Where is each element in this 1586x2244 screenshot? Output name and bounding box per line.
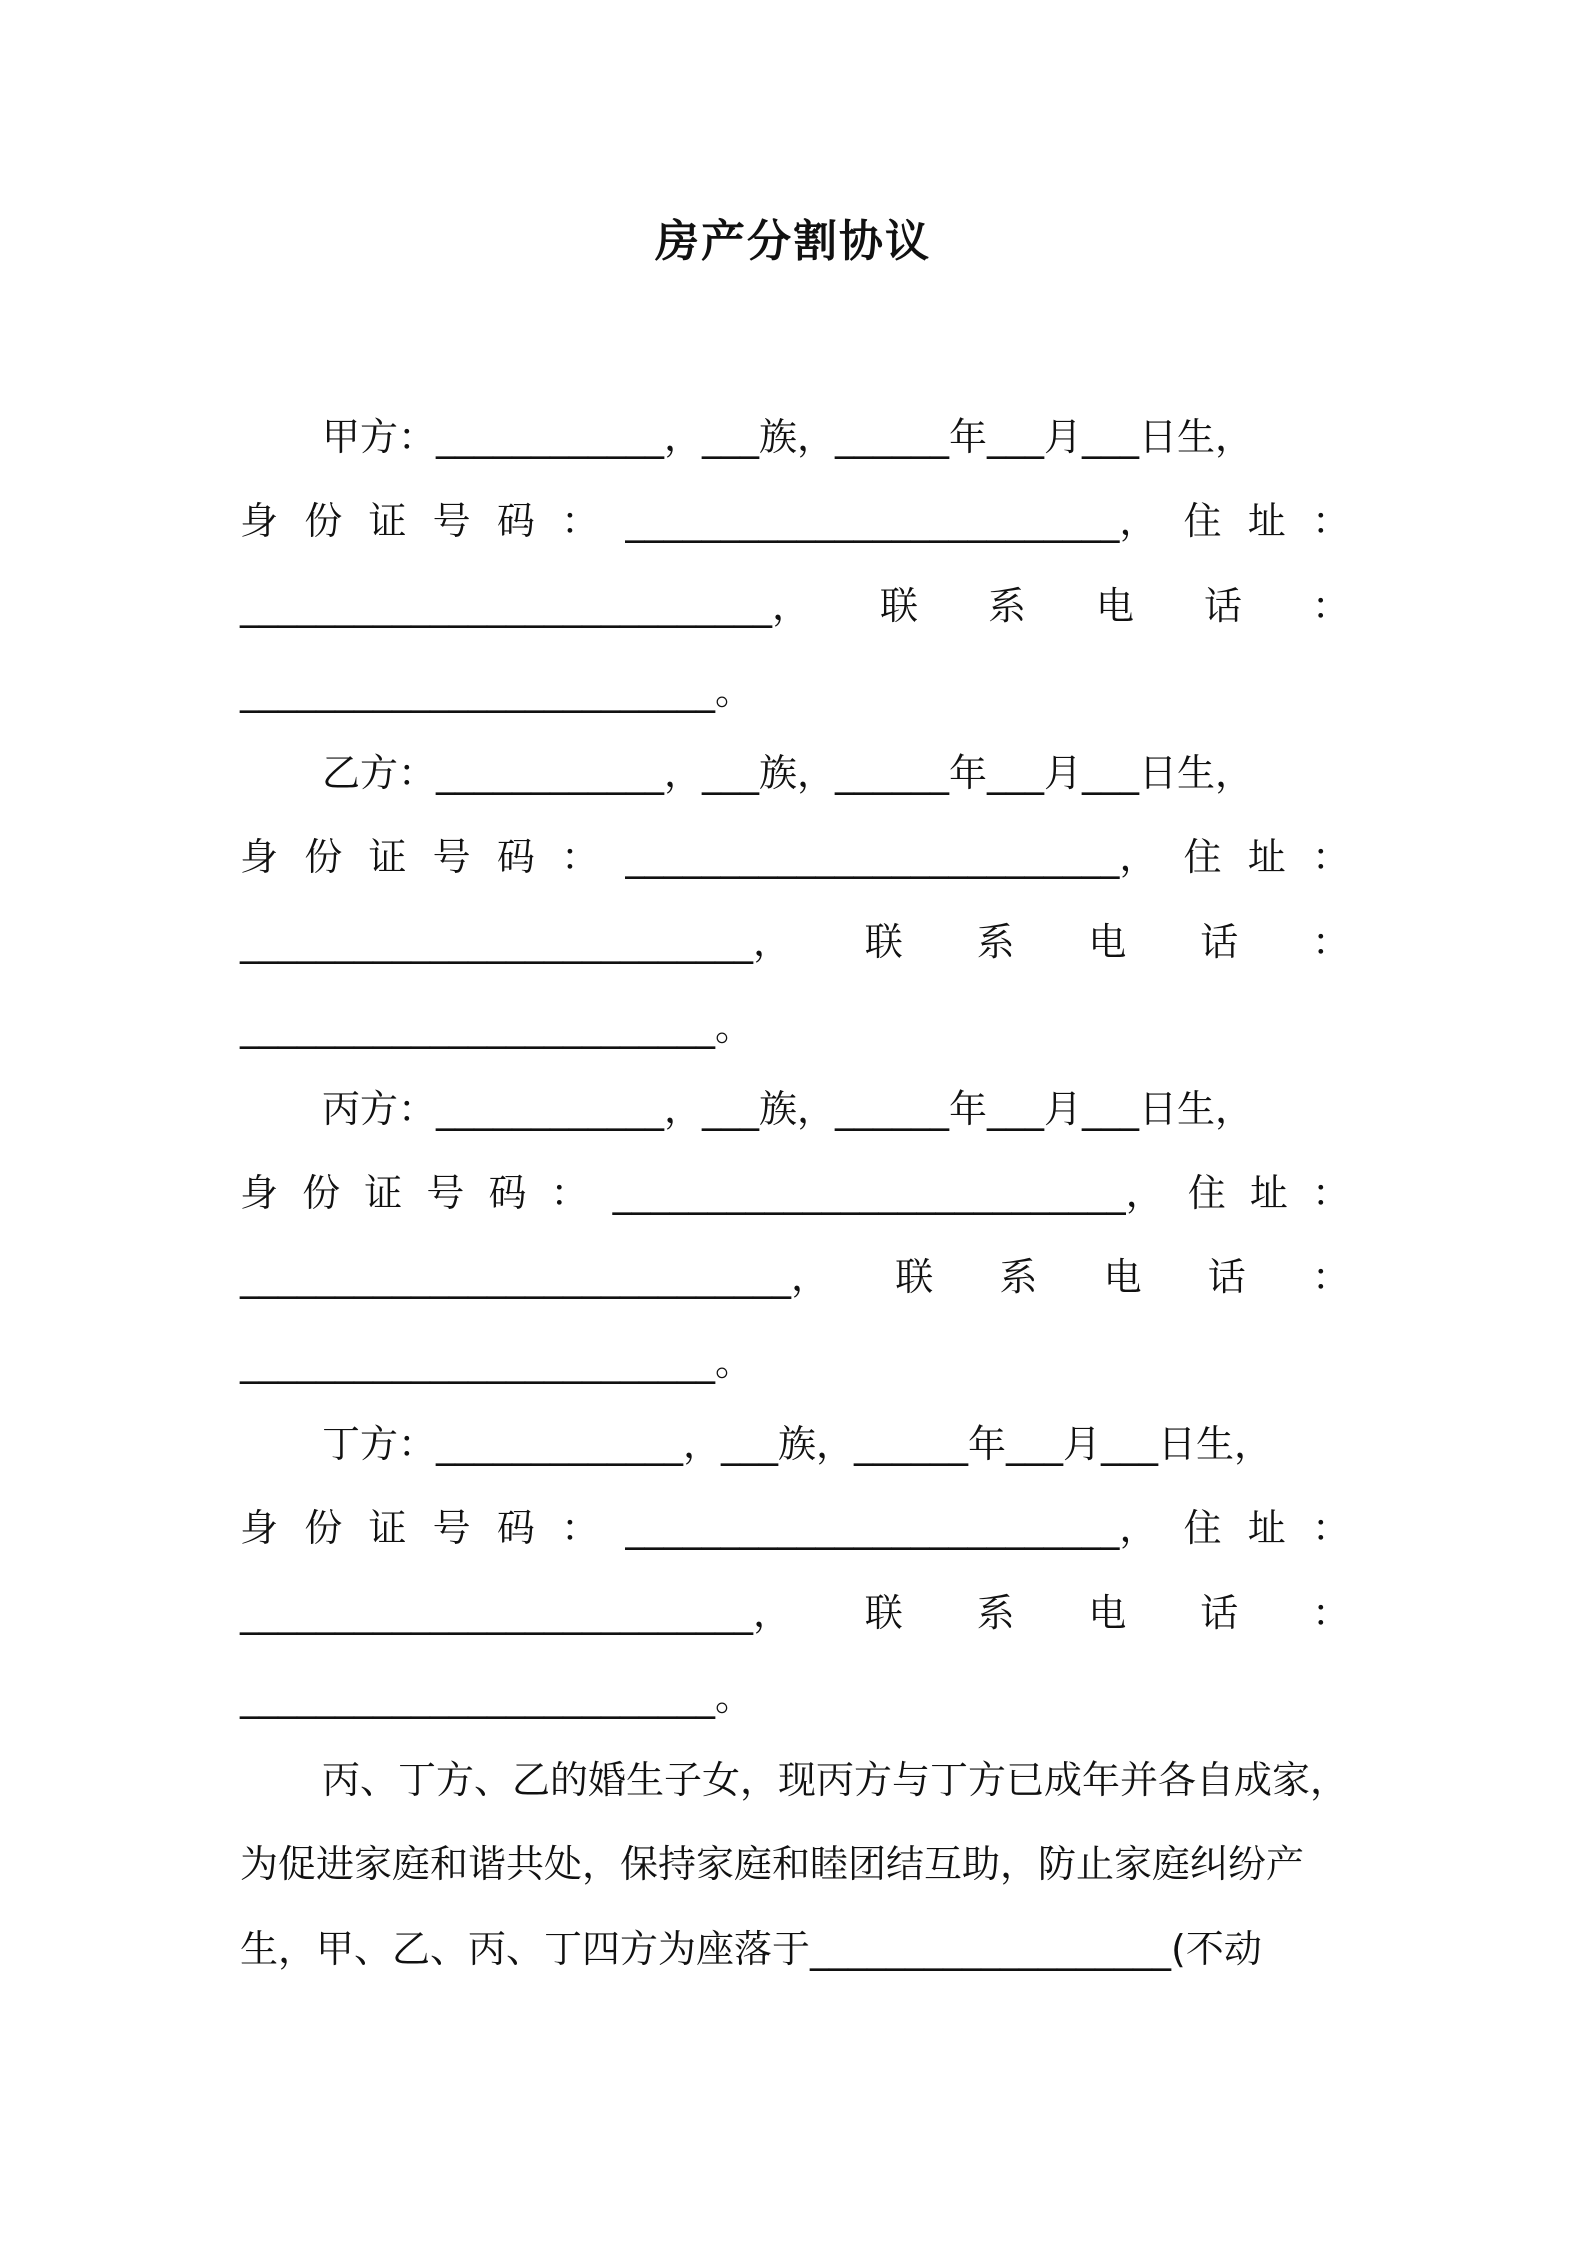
phone-label-char: 电	[1088, 920, 1127, 964]
phone-label-char: 电	[1095, 584, 1134, 628]
party-c-phone-blank: _________________________。	[240, 1340, 754, 1384]
id-label-char: 身	[240, 1171, 279, 1215]
id-label-char: 码	[496, 499, 535, 543]
id-label-char: 份	[304, 835, 343, 879]
body-paragraph-line-1: 丙、丁方、乙的婚生子女，现丙方与丁方已成年并各自成家，	[322, 1758, 1349, 1802]
id-label-char: 份	[304, 499, 343, 543]
party-a-name-birth: 甲方：____________，___族，______年___月___日生，	[322, 415, 1254, 459]
phone-label-char: 联	[895, 1255, 934, 1299]
phone-label-char: 系	[987, 584, 1026, 628]
id-label-colon: ：	[561, 1506, 600, 1550]
address-label-char: 址	[1249, 1171, 1288, 1215]
id-label-colon: ：	[561, 835, 600, 879]
id-label-char: 证	[368, 835, 407, 879]
party-a-phone-line	[240, 575, 1350, 637]
party-b-line-1	[322, 742, 1350, 804]
party-c-phone-line	[240, 1246, 1350, 1308]
party-c-line-1	[322, 1078, 1350, 1140]
phone-label-char: 联	[864, 920, 903, 964]
id-label-char: 号	[432, 1506, 471, 1550]
party-d-phone-line	[240, 1582, 1350, 1644]
id-label-colon: ：	[550, 1171, 589, 1215]
id-number-blank: __________________________，	[625, 1506, 1158, 1550]
phone-label-char: 话	[1200, 920, 1239, 964]
id-label-char: 份	[304, 1506, 343, 1550]
address-label-char: 住	[1183, 835, 1222, 879]
phone-label-colon: ：	[1311, 1591, 1350, 1635]
phone-label-char: 联	[864, 1591, 903, 1635]
party-b-phone-blank: _________________________。	[240, 1005, 754, 1049]
party-c-id-line	[240, 1162, 1350, 1224]
id-number-blank: __________________________，	[625, 499, 1158, 543]
id-label-char: 证	[368, 499, 407, 543]
party-b-id-line	[240, 826, 1350, 888]
body-paragraph-line-2: 为促进家庭和谐共处，保持家庭和睦团结互助，防止家庭纠纷产	[240, 1842, 1305, 1886]
id-label-char: 号	[432, 835, 471, 879]
id-label-char: 身	[240, 499, 279, 543]
address-label-char: 住	[1187, 1171, 1226, 1215]
party-d-phone-blank: _________________________。	[240, 1675, 754, 1719]
phone-label-colon: ：	[1311, 920, 1350, 964]
party-c-name-birth: 丙方：____________，___族，______年___月___日生，	[322, 1087, 1254, 1131]
phone-label-char: 话	[1207, 1255, 1246, 1299]
party-d-name-birth: 丁方：_____________，___族，______年___月___日生，	[322, 1422, 1273, 1466]
id-label-char: 身	[240, 835, 279, 879]
id-label-char: 号	[432, 499, 471, 543]
phone-label-char: 系	[999, 1255, 1038, 1299]
party-d-line-1	[322, 1413, 1350, 1475]
phone-label-char: 系	[976, 920, 1015, 964]
address-label-char: 住	[1183, 1506, 1222, 1550]
address-label-char: 住	[1183, 499, 1222, 543]
address-label-colon: ：	[1311, 1171, 1350, 1215]
address-blank: ___________________________，	[240, 920, 792, 964]
phone-label-char: 电	[1088, 1591, 1127, 1635]
address-label-char: 址	[1247, 1506, 1286, 1550]
phone-label-char: 电	[1103, 1255, 1142, 1299]
id-label-char: 码	[496, 1506, 535, 1550]
id-number-blank: __________________________，	[625, 835, 1158, 879]
phone-label-colon: ：	[1311, 1255, 1350, 1299]
party-b-phone-line	[240, 911, 1350, 973]
phone-label-char: 话	[1203, 584, 1242, 628]
address-blank: ____________________________，	[240, 584, 811, 628]
address-blank: ___________________________，	[240, 1591, 792, 1635]
id-number-blank: ___________________________，	[612, 1171, 1164, 1215]
id-label-char: 证	[368, 1506, 407, 1550]
id-label-colon: ：	[561, 499, 600, 543]
party-b-name-birth: 乙方：____________，___族，______年___月___日生，	[322, 751, 1254, 795]
address-label-colon: ：	[1311, 835, 1350, 879]
phone-label-char: 联	[879, 584, 918, 628]
document-title: 房产分割协议	[655, 216, 931, 267]
party-d-id-line	[240, 1497, 1350, 1559]
party-a-line-1	[322, 406, 1350, 468]
address-label-char: 址	[1247, 499, 1286, 543]
id-label-char: 号	[426, 1171, 465, 1215]
phone-label-char: 话	[1200, 1591, 1239, 1635]
address-label-colon: ：	[1311, 1506, 1350, 1550]
phone-label-char: 系	[976, 1591, 1015, 1635]
id-label-char: 身	[240, 1506, 279, 1550]
party-a-id-line	[240, 490, 1350, 552]
phone-label-colon: ：	[1311, 584, 1350, 628]
id-label-char: 码	[496, 835, 535, 879]
address-label-colon: ：	[1311, 499, 1350, 543]
id-label-char: 码	[488, 1171, 527, 1215]
body-paragraph-line-3: 生，甲、乙、丙、丁四方为座落于___________________(不动	[240, 1927, 1262, 1971]
party-a-phone-blank: _________________________。	[240, 669, 754, 713]
address-blank: _____________________________，	[240, 1255, 830, 1299]
address-label-char: 址	[1247, 835, 1286, 879]
id-label-char: 份	[302, 1171, 341, 1215]
id-label-char: 证	[364, 1171, 403, 1215]
